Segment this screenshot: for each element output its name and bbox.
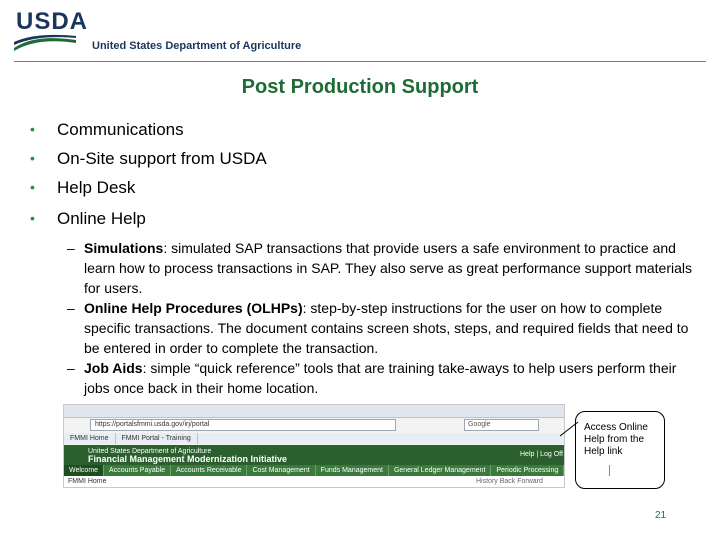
dash-icon: – — [67, 240, 75, 256]
banner-agency: United States Department of Agriculture — [88, 448, 212, 455]
main-bullet-list — [30, 119, 267, 237]
nav-item: Welcome — [64, 465, 104, 476]
dash-icon: – — [67, 300, 75, 316]
page-number: 21 — [655, 510, 667, 521]
nav-item: Purchasing — [564, 465, 610, 476]
portal-nav — [64, 465, 605, 476]
bullet-icon: • — [30, 210, 35, 226]
bullet-icon: • — [30, 150, 35, 166]
agency-name: United States Department of Agriculture — [92, 40, 302, 52]
slide-title: Post Production Support — [241, 76, 479, 98]
sub-bullet-item: – Simulations: simulated SAP transactions that provide users a safe environment to practice and learn how to process transactions in SAP. They also serve as great performance support materials for users. — [67, 240, 693, 296]
nav-item: Cost Management — [247, 465, 315, 476]
nav-item: General Ledger Management — [389, 465, 491, 476]
nav-item: Funds Management — [316, 465, 389, 476]
nav-item: Accounts Payable — [104, 465, 171, 476]
browser-tabs — [64, 433, 564, 444]
crumb-home: FMMI Home — [68, 478, 107, 485]
sub-bullet-list — [67, 238, 697, 398]
bullet-item: • Communications — [30, 120, 184, 139]
address-bar: https://portalsfmmi.usda.gov/irj/portal — [90, 419, 396, 431]
sub-bullet-item: – Online Help Procedures (OLHPs): step-by-step instructions for the user on how to complete specific transactions. The document contains screen shots, steps, and required fields that need to be entered in order to complete the transaction. — [67, 300, 689, 356]
browser-title-bar — [64, 405, 564, 418]
sub-bullet-item: – Job Aids: simple “quick reference” tools that are training take-aways to help users perform their jobs once back in their home location. — [67, 360, 677, 396]
usda-hills-icon — [14, 34, 76, 52]
bullet-icon: • — [30, 179, 35, 195]
bullet-item: • Help Desk — [30, 178, 136, 197]
help-callout: Access Online Help from the Help link — [575, 411, 665, 489]
crumb-history: History Back Forward — [476, 478, 543, 485]
nav-item: Periodic Processing — [491, 465, 564, 476]
nav-item: Accounts Receivable — [171, 465, 247, 476]
tab-fmmi-home: FMMI Home — [64, 433, 116, 444]
search-box: Google — [464, 419, 539, 431]
bullet-icon: • — [30, 121, 35, 137]
bullet-item: • On-Site support from USDA — [30, 149, 267, 168]
dash-icon: – — [67, 360, 75, 376]
usda-logo-text: USDA — [16, 8, 89, 35]
banner-title: Financial Management Modernization Initiative — [88, 454, 288, 464]
usda-logo — [14, 8, 314, 58]
tab-fmmi-portal: FMMI Portal - Training — [116, 433, 198, 444]
bullet-item: • Online Help — [30, 209, 146, 228]
header-divider — [14, 61, 706, 62]
banner-help-links: Help | Log Off — [520, 451, 563, 458]
portal-breadcrumb — [64, 476, 564, 487]
portal-screenshot — [63, 404, 605, 488]
portal-banner — [64, 445, 564, 465]
